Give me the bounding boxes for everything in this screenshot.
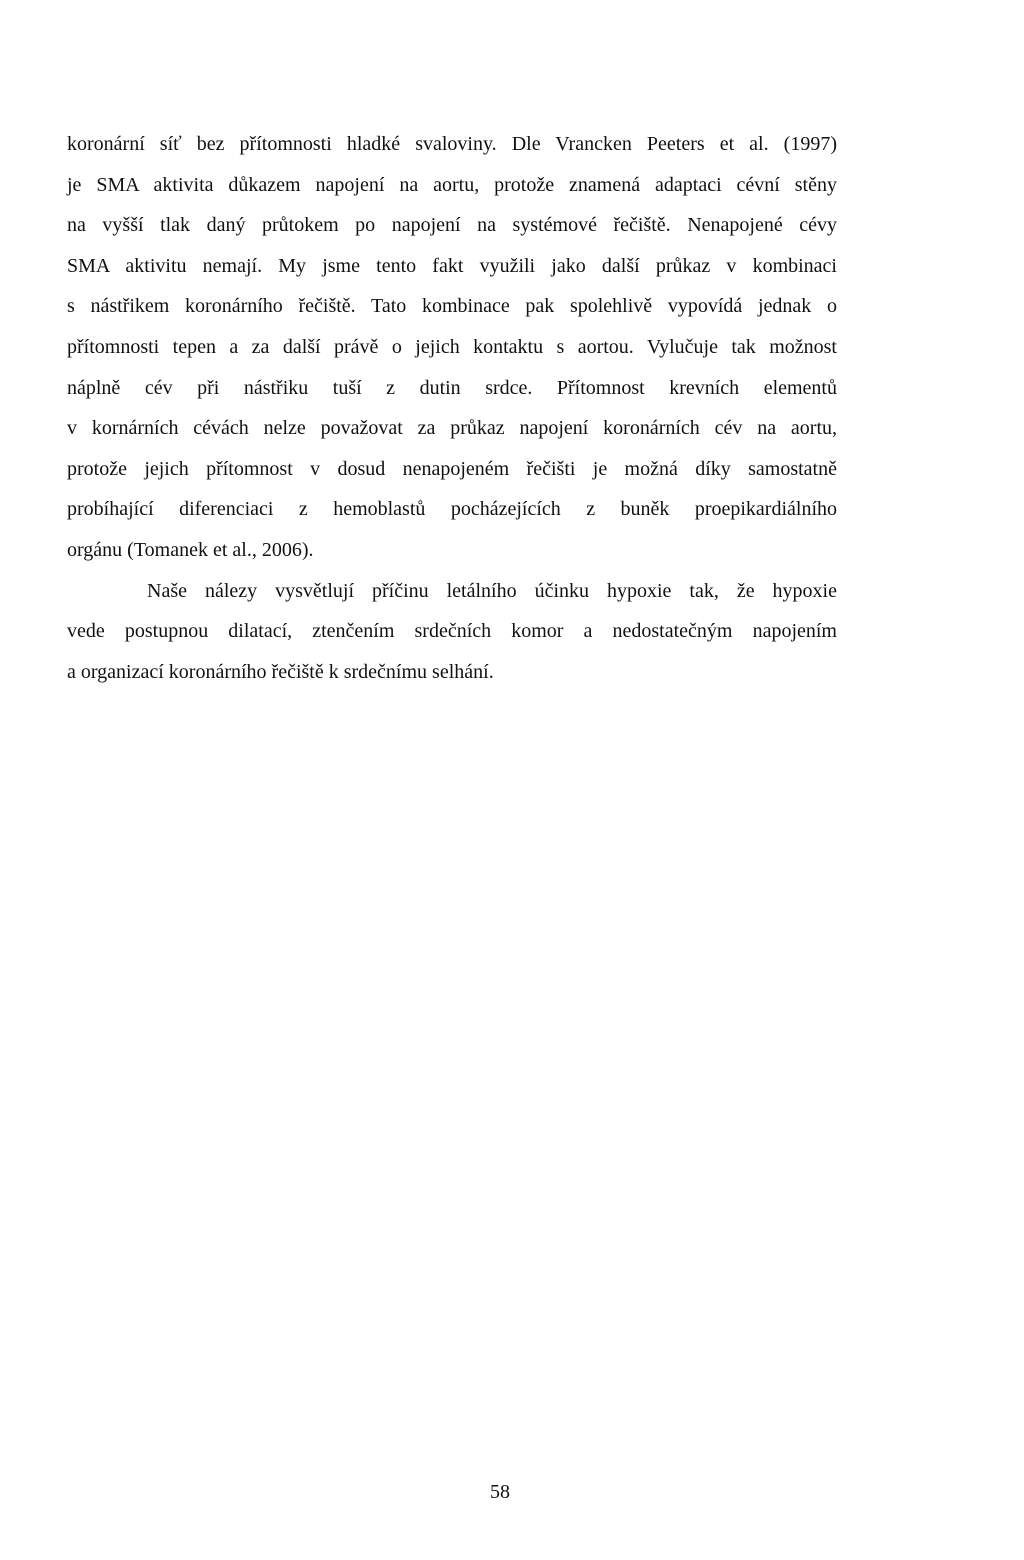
text-line: probíhající diferenciaci z hemoblastů pocházejících z buněk proepikardiálního — [67, 498, 837, 521]
text-line: vede postupnou dilatací, ztenčením srdečních komor a nedostatečným napojením — [67, 620, 837, 643]
text-line: s nástřikem koronárního řečiště. Tato kombinace pak spolehlivě vypovídá jednak o — [67, 295, 837, 318]
body-text — [67, 124, 837, 692]
text-line: a organizací koronárního řečiště k srdečnímu selhání. — [67, 660, 494, 683]
text-line: koronární síť bez přítomnosti hladké svaloviny. Dle Vrancken Peeters et al. (1997) — [67, 133, 837, 155]
paragraph-2 — [67, 571, 837, 693]
text-line: v kornárních cévách nelze považovat za průkaz napojení koronárních cév na aortu, — [67, 417, 837, 440]
text-line: náplně cév při nástřiku tuší z dutin srdce. Přítomnost krevních elementů — [67, 376, 837, 399]
text-line: protože jejich přítomnost v dosud nenapojeném řečišti je možná díky samostatně — [67, 457, 837, 480]
text-line: přítomnosti tepen a za další právě o jejich kontaktu s aortou. Vylučuje tak možnost — [67, 335, 837, 358]
paragraph-1 — [67, 124, 837, 571]
text-line: na vyšší tlak daný průtokem po napojení na systémové řečiště. Nenapojené cévy — [67, 214, 837, 237]
text-line: Naše nálezy vysvětlují příčinu letálního účinku hypoxie tak, že hypoxie — [147, 579, 837, 602]
page-number: 58 — [490, 1481, 510, 1503]
text-line: orgánu (Tomanek et al., 2006). — [67, 538, 314, 561]
text-line: SMA aktivitu nemají. My jsme tento fakt využili jako další průkaz v kombinaci — [67, 254, 837, 277]
text-line: je SMA aktivita důkazem napojení na aortu, protože znamená adaptaci cévní stěny — [67, 173, 837, 196]
